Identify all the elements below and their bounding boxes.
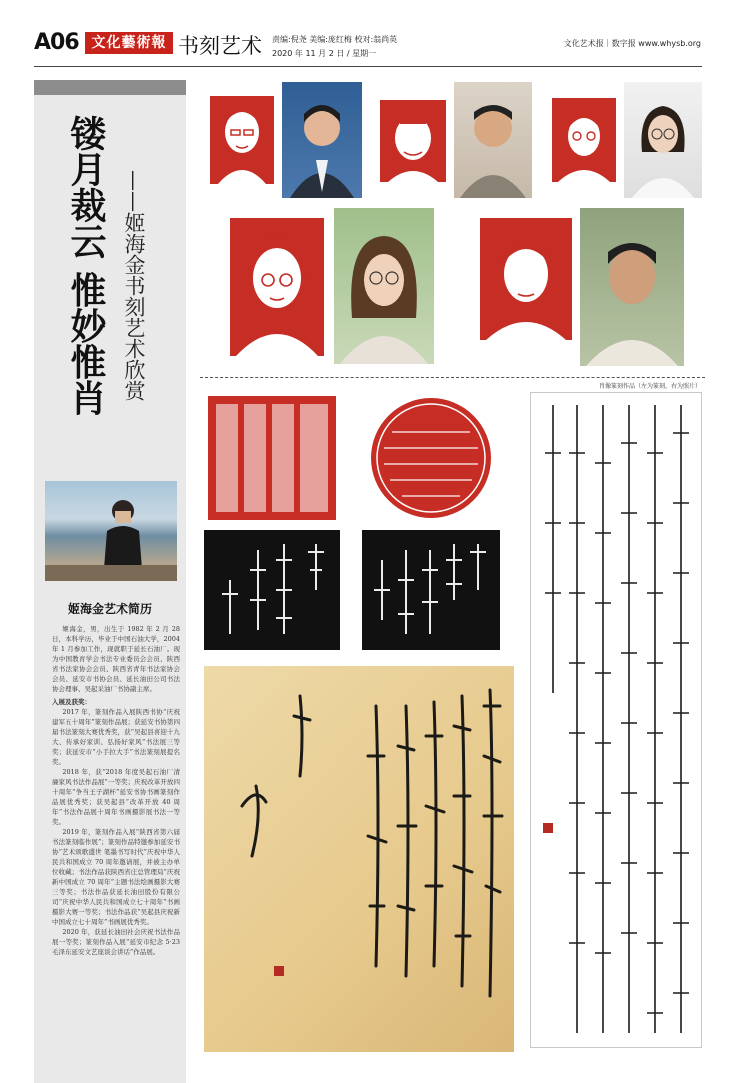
portrait-photo-3 — [624, 82, 702, 198]
article-title: 镂月裁云 惟妙惟肖 — [65, 115, 106, 416]
woman-photo-icon — [334, 208, 434, 364]
newspaper-logo: 文化藝術報 — [85, 32, 173, 54]
man-photo-icon — [580, 208, 684, 366]
award-paragraph: 2017 年，篆刻作品入展陕西书协“庆祝建军五十周年”篆刻作品展；获延安书协第四届书法篆刻大赛优秀奖，获“吴起县喜迎十九大、传承好家训、弘扬好家风”书法展三等奖；获延安市“小手拉大手”书法篆刻展提名奖。 — [52, 708, 180, 766]
seal-script-icon — [531, 393, 701, 1047]
section-title: 书刻艺术 — [178, 34, 262, 58]
awards-heading: 入展及获奖： — [52, 698, 91, 706]
calligraphy-letter — [204, 666, 514, 1052]
article-subtitle: ——姬海金书刻艺术欣赏 — [122, 170, 146, 401]
bio-paragraph: 姬海金，男，出生于 1982 年 2 月 28 日，本科学历，毕业于中国石油大学，2004 年 1 月参加工作，现就职于延长石油厂。现为中国教育学会书法专业委员会会员、陕西省书法家协会会员、陕西省青年书法家协会会员、延安市书协会员、延长油田公司书法协会理事、吴起采油厂书协副主席。 — [52, 625, 180, 693]
portrait-photo-2 — [454, 82, 532, 198]
portrait-photo-1 — [282, 82, 362, 198]
rubbing-2 — [362, 530, 500, 650]
issue-date: 2020 年 11 月 2 日 / 星期一 — [272, 49, 377, 58]
portrait-seal-2 — [374, 82, 452, 198]
seal-portrait-icon — [204, 82, 280, 198]
site-link[interactable]: 文化艺术报｜数字报 www.whysb.org — [563, 39, 701, 48]
award-paragraph: 2020 年，获延长油田社会庆祝书法作品展一等奖；篆刻作品入展“延安市纪念 5·23 毛泽东延安文艺座谈会讲话”作品展。 — [52, 928, 180, 956]
seal-script-scroll — [530, 392, 702, 1048]
caption-divider — [200, 377, 705, 378]
square-seal — [204, 392, 340, 524]
ink-rubbing-icon — [204, 530, 340, 650]
calligraphy-strokes-icon — [204, 666, 514, 1052]
portrait-seal-3 — [546, 82, 622, 198]
award-paragraph: 2019 年，篆刻作品入展“陕西省第六届书法篆刻临作展”；篆刻作品特邀参加延安书协“艺术颂歌盛世 笔墨书写时代”庆祝中华人民共和国成立 70 周年邀请展，并被主办单位收藏；书法作品获陕西省庄总管理局“庆祝新中国成立 70 周年”主题书法绘画摄影大赛三等奖；书法作品获延长油田股份有限公司“庆祝中华人民共和国成立七十周年”书画摄影大赛一等奖；书法作品获“吴起县庆祝新中国成立七十周年”书画展优秀奖。 — [52, 828, 180, 926]
author-figure-icon — [45, 481, 177, 581]
portrait-seal-4 — [222, 208, 332, 364]
man-photo-icon — [454, 82, 532, 198]
round-seal-icon — [362, 392, 500, 524]
seal-portrait-icon — [546, 82, 622, 198]
portrait-seal-5 — [474, 212, 578, 346]
ink-rubbing-icon — [362, 530, 500, 650]
bio-text — [52, 624, 180, 957]
portrait-photo-5 — [580, 208, 684, 366]
left-column-bar — [34, 80, 186, 95]
square-seal-icon — [204, 392, 340, 524]
woman-photo-icon — [624, 82, 702, 198]
seal-portrait-icon — [474, 212, 578, 346]
portrait-seal-1 — [204, 82, 280, 198]
portraits-caption: 肖像篆刻作品（左为篆刻，右为照片） — [598, 383, 701, 390]
award-paragraph: 2018 年，获“2018 年度吴起石油厂清廉家风书法作品展”一等奖；庆祝改革开放四十周年“争当王子湖杯”延安书协书画篆刻作品展优秀奖；获吴起县“改革开放 40 周年”书法作品展十周年书画摄影展书法一等奖。 — [52, 768, 180, 826]
editor-credits: 责编:倪尧 美编:庞红梅 校对:翁尚英 — [272, 35, 398, 44]
round-seal — [362, 392, 500, 524]
author-photo — [45, 481, 177, 581]
rubbing-1 — [204, 530, 340, 650]
seal-portrait-icon — [374, 82, 452, 198]
page-number: A06 — [34, 30, 79, 55]
portrait-photo-4 — [334, 208, 434, 364]
header-rule — [34, 66, 702, 67]
seal-portrait-icon — [222, 208, 332, 364]
man-photo-icon — [282, 82, 362, 198]
bio-heading: 姬海金艺术简历 — [67, 602, 152, 616]
